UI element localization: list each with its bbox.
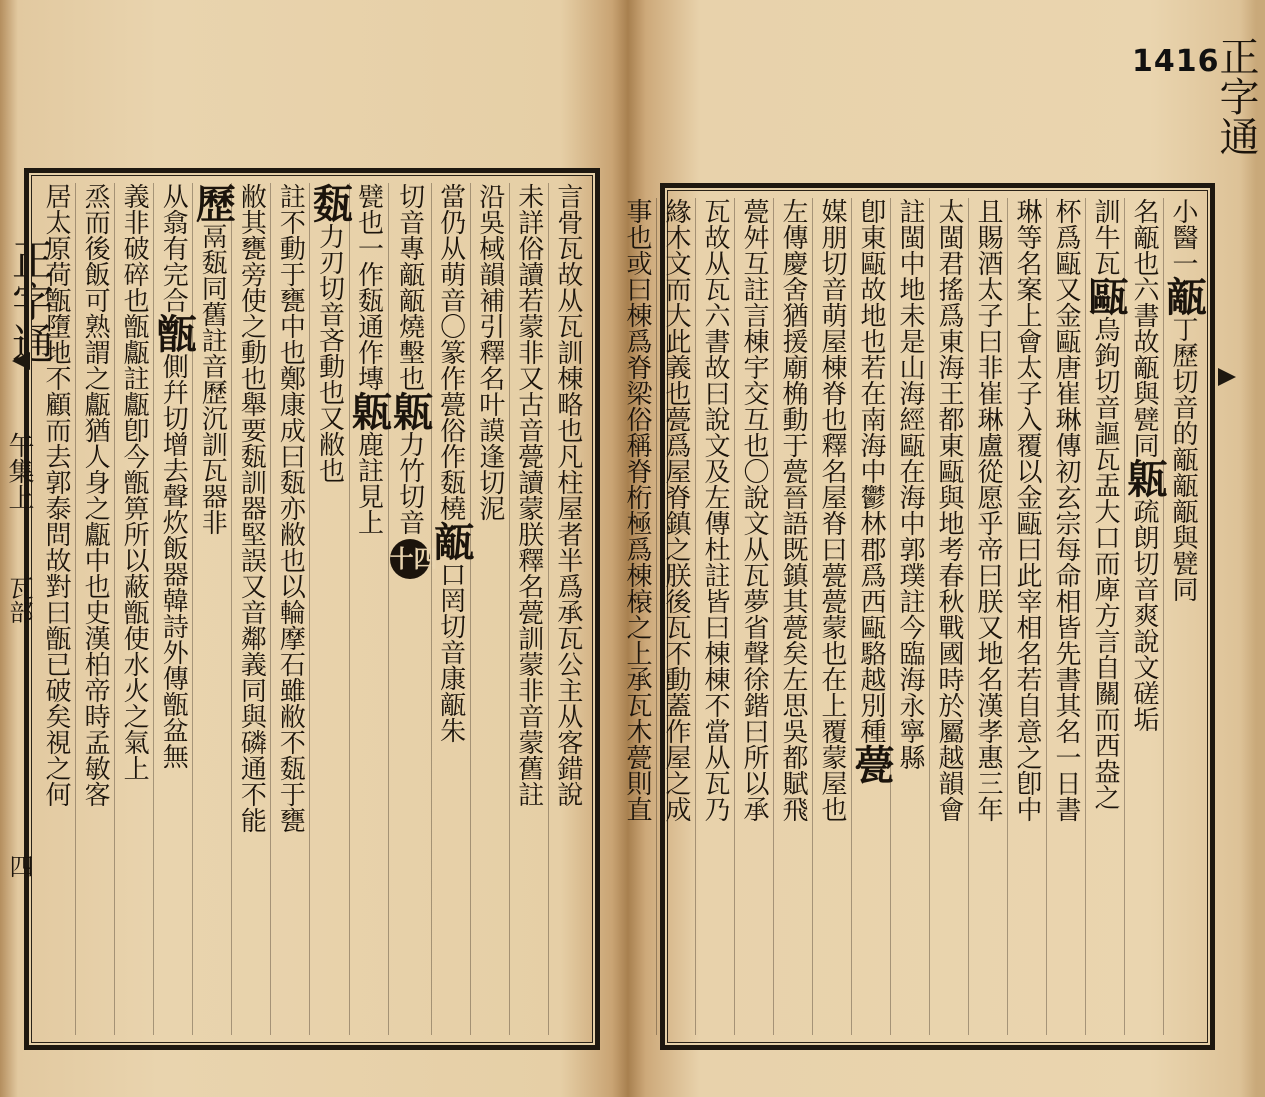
right-column-text: 註閩中地未是山海經甌在海中郭璞註今臨海永寧縣 xyxy=(895,198,925,770)
right-column-text: 名甋也六書故甋與甓同 xyxy=(1129,198,1159,458)
right-column-tail: 丁歷切音的甋甋甋與甓同 xyxy=(1168,316,1198,602)
right-column xyxy=(812,198,851,1035)
left-column-big: 甋 xyxy=(427,521,475,561)
left-column xyxy=(150,183,198,1035)
right-column xyxy=(1160,198,1207,1035)
left-column-tail: 鹿註見上 xyxy=(353,431,384,535)
left-section-caption: 瓦部 xyxy=(5,576,33,624)
left-column-big: 甑 xyxy=(150,313,198,353)
left-column xyxy=(75,183,114,1035)
left-spine-title: 正字通 xyxy=(6,238,55,364)
left-column xyxy=(270,183,309,1035)
right-column-text: 且賜酒太子曰非崔琳盧從愿乎帝曰朕又地名漢孝惠三年 xyxy=(973,198,1003,822)
left-column-tail: 側幷切增去聲炊飯器韓詩外傳甑盆無 xyxy=(158,353,189,769)
left-leaf-number: 四 xyxy=(5,854,33,878)
right-column xyxy=(968,198,1007,1035)
left-column-big: 甈 xyxy=(386,391,434,431)
left-column-text: 註不動于甕中也鄭康成曰瓾亦敝也以輪摩石雖敝不瓾于甕 xyxy=(275,183,306,833)
left-page-columns xyxy=(37,183,587,1035)
right-column-text: 媒朋切音萌屋棟脊也釋名屋脊曰甍甍蒙也在上覆蒙屋也 xyxy=(817,198,847,822)
left-column xyxy=(306,183,354,1035)
left-page-frame xyxy=(24,168,600,1050)
right-column xyxy=(695,198,734,1035)
right-column-text: 卽東甌故地也若在南海中鬱林郡爲西甌駱越別種 xyxy=(856,198,886,744)
left-column xyxy=(114,183,153,1035)
right-column-text: 琳等名案上會太子入覆以金甌曰此宰相名若自意之卽中 xyxy=(1012,198,1042,822)
right-column-text: 事也或曰棟爲脊梁俗稱脊桁極爲棟榱之上承瓦木甍則直 xyxy=(622,198,652,822)
left-column-tail: 力竹切音 xyxy=(394,431,425,535)
right-column xyxy=(1007,198,1046,1035)
left-column-text: 當仍从萌音〇篆作甍俗作瓾橈 xyxy=(435,183,466,521)
right-column-text: 緣木文而大此義也甍爲屋脊鎮之朕後瓦不動蓋作屋之成 xyxy=(661,198,691,822)
left-column-big: 甈 xyxy=(345,391,393,431)
left-column-text: 从翕有完合 xyxy=(158,183,189,313)
left-column-tail: 甑甗註甗卽今甑箅所以蔽甑使水火之氣上 xyxy=(119,313,150,781)
left-column-text: 義非破碎也 xyxy=(119,183,150,313)
left-fish-tail-caption: 午集上 xyxy=(4,432,34,510)
right-column xyxy=(773,198,812,1035)
page-number: 1416 xyxy=(1132,44,1220,79)
left-column xyxy=(345,183,393,1035)
right-column-text: 小醫一 xyxy=(1168,198,1198,276)
right-column-tail: 烏鉤切音謳瓦盂大口而庳方言自關而西盎之 xyxy=(1090,316,1120,810)
right-column xyxy=(848,198,895,1035)
right-column xyxy=(929,198,968,1035)
left-column-tail: 口罔切音康甋朱 xyxy=(435,561,466,743)
right-column-big: 甌 xyxy=(1082,276,1129,316)
right-column xyxy=(656,198,695,1035)
left-column-tail: 力刃切音吝動也又敝也 xyxy=(314,223,345,483)
left-column xyxy=(509,183,548,1035)
left-column xyxy=(231,183,270,1035)
left-column-big: 歷 xyxy=(189,183,237,223)
left-column-text: 居太原荷甑墮地不顧而去郭泰問故對曰甑已破矣視之何 xyxy=(41,183,71,807)
right-column-text: 杯爲甌又金甌唐崔琳傳初玄宗每命相皆先書其名一日書 xyxy=(1051,198,1081,822)
left-column-text: 未詳俗讀若蒙非又古音甍讀蒙朕釋名甍訓蒙非音蒙舊註 xyxy=(513,183,544,807)
right-page-frame xyxy=(622,183,1215,1050)
right-page-columns xyxy=(622,198,1207,1035)
left-column xyxy=(548,183,587,1035)
right-column-tail: 疏朗切音爽說文磋垢 xyxy=(1129,498,1159,732)
left-column xyxy=(37,183,75,1035)
left-column xyxy=(189,183,237,1035)
left-column-text: 敝其甕旁使之動也舉要瓾訓器堅誤又音鄰義同與磷通不能 xyxy=(236,183,267,833)
left-column-text: 言骨瓦故从瓦訓棟略也凡柱屋者半爲承瓦公主从客錯說 xyxy=(552,183,583,807)
right-column-text: 左傳慶舍猶援廟桷動于甍晉語既鎮其甍矣左思吳都賦飛 xyxy=(778,198,808,822)
right-column xyxy=(1046,198,1085,1035)
left-column-text: 切音專甋甋燒墼也 xyxy=(394,183,425,391)
right-column xyxy=(1121,198,1168,1035)
left-fish-tail-mark xyxy=(12,352,30,370)
right-column-text: 甍舛互註言棟宇交互也〇說文从瓦夢省聲徐鍇曰所以承 xyxy=(739,198,769,822)
right-column xyxy=(890,198,929,1035)
left-column-text: 沿吳棫韻補引釋名叶謨逢切泥 xyxy=(474,183,505,521)
right-column-big: 甍 xyxy=(848,744,895,784)
right-column-big: 甋 xyxy=(1160,276,1207,316)
left-column-tail: 鬲瓾同舊註音歷沉訓瓦器非 xyxy=(197,223,228,535)
right-column-text: 瓦故从瓦六書故曰說文及左傳杜註皆曰棟棟不當从瓦乃 xyxy=(700,198,730,822)
right-column xyxy=(618,198,656,1035)
left-column-big: 瓾 xyxy=(306,183,354,223)
left-column xyxy=(470,183,509,1035)
right-column xyxy=(734,198,773,1035)
right-fish-tail-mark xyxy=(1218,368,1236,386)
right-column-text: 太閩君搖爲東海王都東甌與地考春秋戰國時於屬越韻會 xyxy=(934,198,964,822)
right-column-text: 訓牛瓦 xyxy=(1090,198,1120,276)
right-column xyxy=(1082,198,1129,1035)
left-column-text: 甓也一作瓾通作塼 xyxy=(353,183,384,391)
left-column xyxy=(427,183,475,1035)
left-column xyxy=(386,183,438,1035)
circle-number-mark: 十四 xyxy=(390,539,430,579)
right-column-big: 甈 xyxy=(1121,458,1168,498)
left-column-text: 烝而後飯可熟謂之甗猶人身之甗中也史漢柏帝時孟敏客 xyxy=(80,183,111,807)
right-spine-title: 正字通 xyxy=(1213,36,1259,156)
